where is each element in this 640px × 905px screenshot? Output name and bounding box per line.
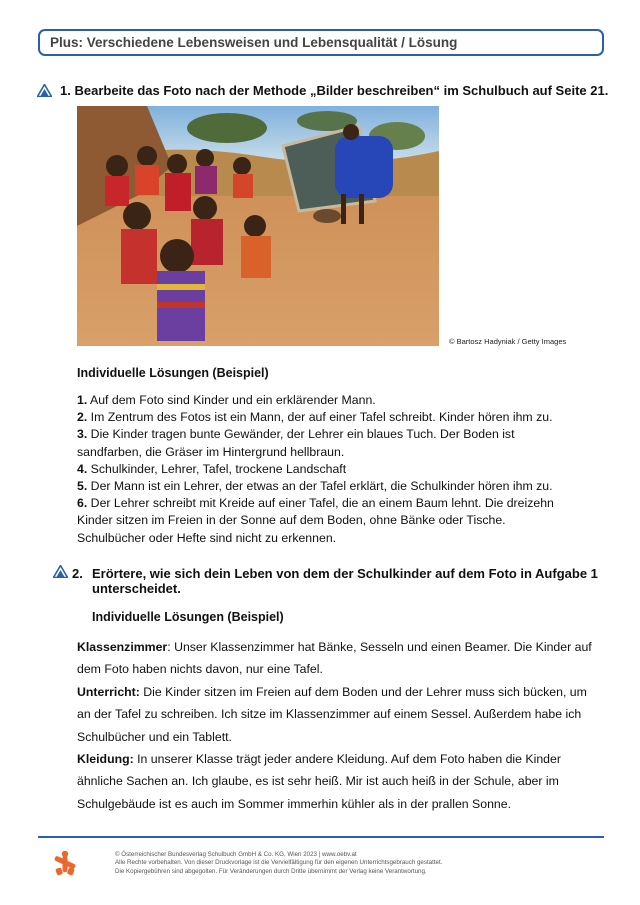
page-title: Plus: Verschiedene Lebensweisen und Lebensqualität / Lösung: [50, 35, 458, 50]
task-1-heading: [60, 83, 608, 98]
answer-item: [77, 426, 577, 460]
answer-number: 2.: [77, 410, 88, 425]
answer-list: [77, 392, 577, 547]
answer-item: [77, 461, 577, 478]
paragraph-text: In unserer Klasse trägt jeder andere Kleidung. Auf dem Foto haben die Kinder ähnliche Sachen an. Ich glaube, es ist sehr heiß. Mir ist auch heiß in der Schule, aber im Schulgebäude ist es auch im Sommer immerhin kühler als in der prallen Sonne.: [77, 752, 561, 811]
footer-line-3: Die Kopiergebühren sind abgegolten. Für Veränderungen durch Dritte übernimmt der Verlag keine Verantwortung.: [115, 867, 427, 875]
answer-text: Der Lehrer schreibt mit Kreide auf einer Tafel, die an einem Baum lehnt. Die dreizehn Kinder sitzen im Freien in der Sonne auf dem Boden, ohne Bänke oder Tische. Schulbücher oder Hefte sind nicht zu erkennen.: [77, 496, 554, 545]
triangle-icon: [37, 84, 52, 97]
task-2-heading: [92, 566, 598, 596]
answer-number: 4.: [77, 461, 88, 476]
answer-item: [77, 409, 577, 426]
answer-item: [77, 478, 577, 495]
task-1-text: Bearbeite das Foto nach der Methode „Bilder beschreiben“ im Schulbuch auf Seite 21.: [74, 83, 609, 98]
answer-number: 3.: [77, 427, 88, 442]
answer-item: [77, 392, 577, 409]
paragraph-label: Unterricht:: [77, 684, 140, 699]
footer-divider: [38, 836, 604, 838]
task-2-number: 2.: [72, 566, 83, 581]
answer-text: Die Kinder tragen bunte Gewänder, der Lehrer ein blaues Tuch. Der Boden ist sandfarben, die Gräser im Hintergrund hellbraun.: [77, 427, 515, 459]
answer-paragraph: [77, 748, 597, 815]
photo-credit: © Bartosz Hadyniak / Getty Images: [449, 337, 567, 346]
answer-number: 6.: [77, 496, 88, 511]
paragraph-text: Die Kinder sitzen im Freien auf dem Boden und der Lehrer muss sich bücken, um an der Tafel zu schreiben. Ich sitze im Klassenzimmer auf einem Sessel. Außerdem habe ich Schulbücher und ein Tablett.: [77, 684, 587, 744]
answer-number: 5.: [77, 479, 88, 494]
answer-paragraph: [77, 636, 597, 681]
solution-heading-2: Individuelle Lösungen (Beispiel): [92, 610, 284, 624]
oebv-logo: [52, 850, 78, 876]
answer-text: Der Mann ist ein Lehrer, der etwas an der Tafel erklärt, die Schulkinder hören ihm zu.: [87, 479, 553, 494]
task-1-number: 1.: [60, 83, 71, 98]
triangle-icon: [53, 565, 68, 578]
task-2-text-line2: unterscheidet.: [92, 581, 181, 596]
answer-text: Auf dem Foto sind Kinder und ein erklärender Mann.: [87, 393, 376, 407]
answer-text: Schulkinder, Lehrer, Tafel, trockene Landschaft: [87, 461, 347, 476]
classroom-photo: [77, 106, 439, 346]
task-2-text-line1: Erörtere, wie sich dein Leben von dem der Schulkinder auf dem Foto in Aufgabe 1: [92, 566, 598, 581]
solution-heading-1: Individuelle Lösungen (Beispiel): [77, 366, 269, 380]
paragraph-label: Klassenzimmer: [77, 640, 168, 654]
header-title-box: [38, 29, 604, 56]
answer-item: [77, 495, 577, 547]
footer-line-2: Alle Rechte vorbehalten. Von dieser Druckvorlage ist die Vervielfältigung für den eigenen Unterrichtsgebrauch gestattet.: [115, 859, 443, 867]
answer-number: 1.: [77, 393, 88, 407]
paragraph-text: : Unser Klassenzimmer hat Bänke, Sesseln und einen Beamer. Die Kinder auf dem Foto haben nichts davon, nur eine Tafel.: [77, 640, 592, 677]
footer-copyright: [115, 851, 442, 876]
footer-line-1: © Österreichischer Bundesverlag Schulbuch GmbH & Co. KG, Wien 2023 | www.oebv.at: [115, 851, 357, 858]
answer-paragraph: [77, 681, 597, 748]
task-2-answer: [77, 636, 597, 815]
answer-text: Im Zentrum des Fotos ist ein Mann, der auf einer Tafel schreibt. Kinder hören ihm zu.: [87, 410, 553, 425]
paragraph-label: Kleidung:: [77, 752, 134, 767]
